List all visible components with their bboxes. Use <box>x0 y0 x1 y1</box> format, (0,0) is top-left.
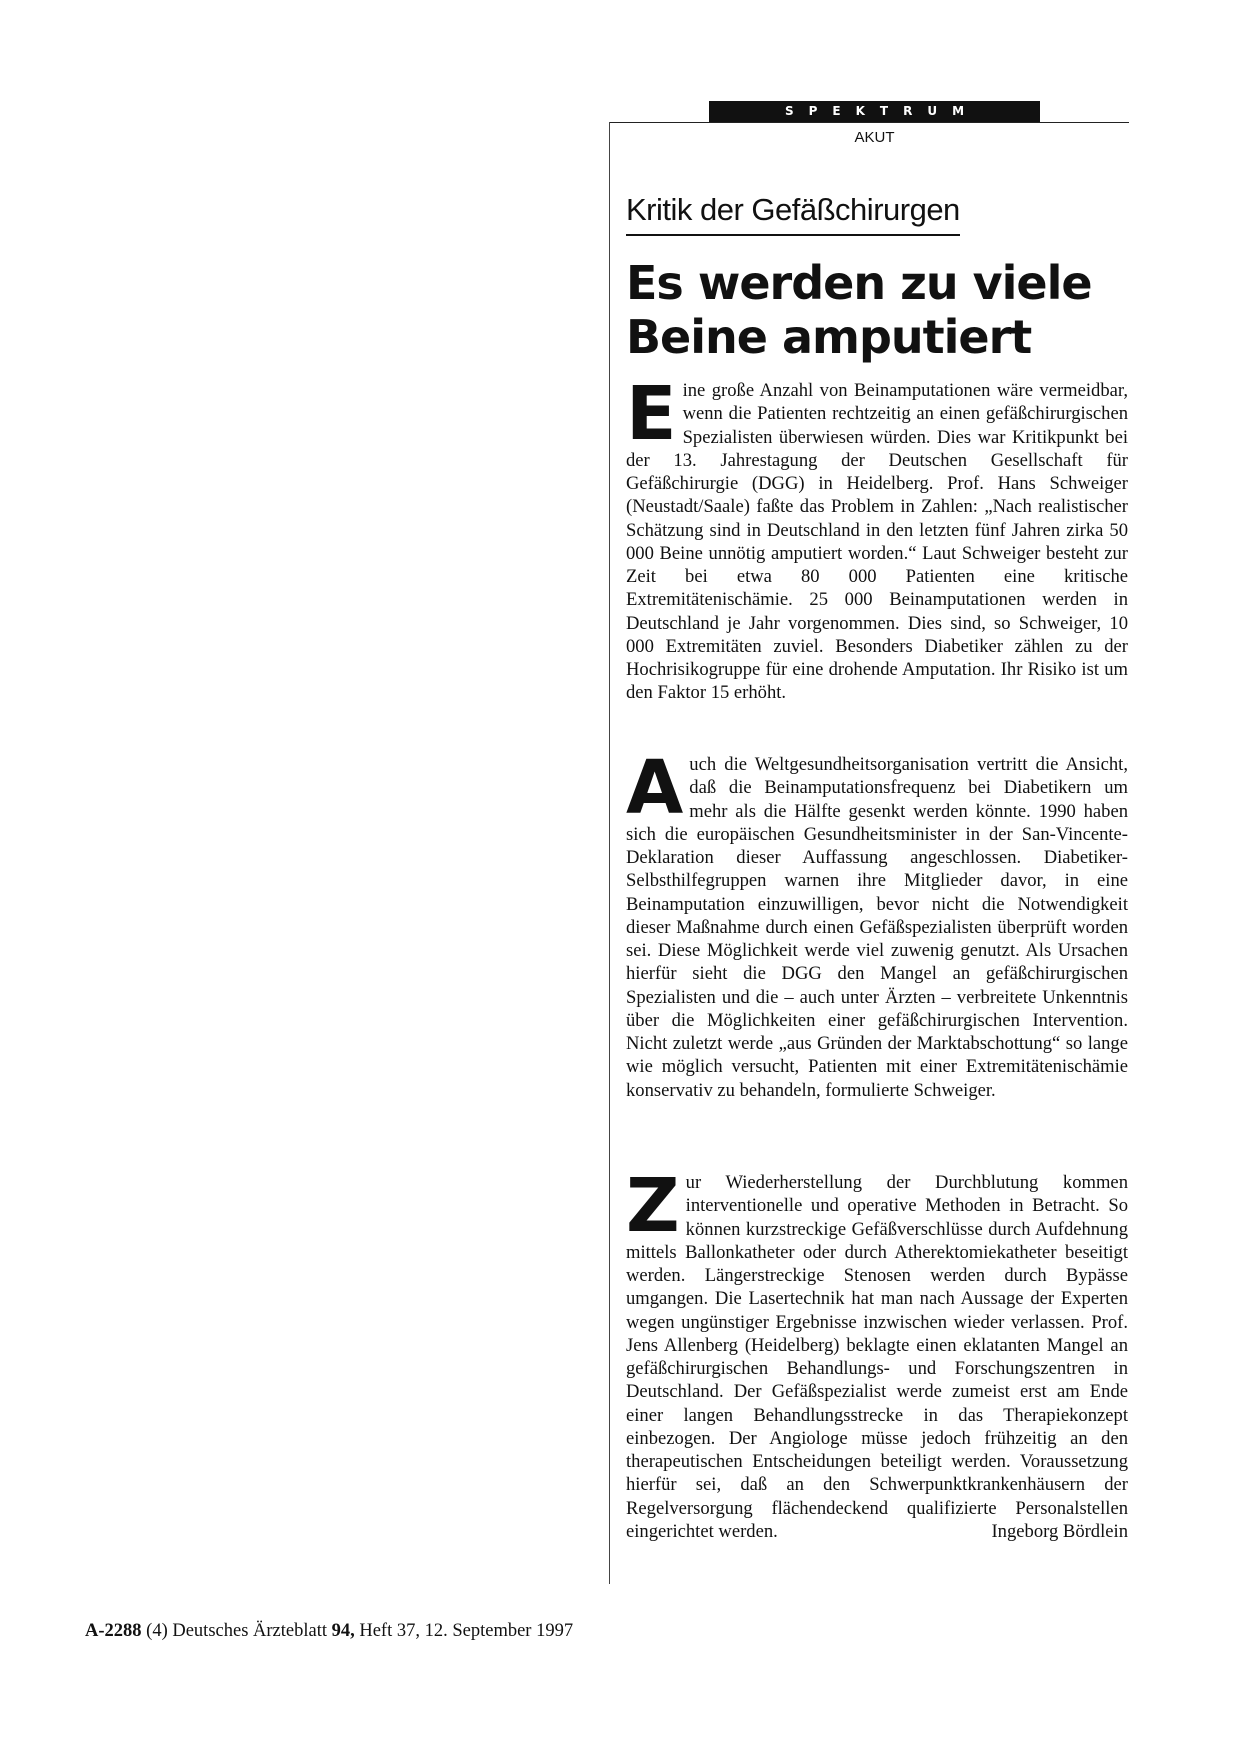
drop-cap: A <box>626 745 684 831</box>
paragraph-text: ur Wiederherstellung der Durchblutung kommen interventionelle und operative Methoden in Betracht. So können kurzstreckige Gefäßverschlüsse durch Aufdehnung mittels Ballonkatheter oder durch Atherektomiekatheter beseitigt werden. Längerstreckige Stenosen werden durch Bypässe umgangen. Die Lasertechnik hat man nach Aussage der Experten wegen ungünstiger Ergebnisse inzwischen wieder verlassen. Prof. Jens Allenberg (Heidelberg) beklagte einen eklatanten Mangel an gefäßchirurgischen Behandlungs- und Forschungszentren in Deutschland. Der Gefäßspezialist werde zumeist erst am Ende einer langen Behandlungsstrecke in das Therapiekonzept einbezogen. Der Angiologe müsse jedoch frühzeitig an den therapeutischen Entscheidungen beteiligt werden. Voraussetzung hierfür sei, daß an den Schwerpunktkrankenhäusern der Regelversorgung flächendeckend qualifizierte Personalstellen eingerichtet werden. <box>626 1172 1128 1542</box>
subsection-label: AKUT <box>854 129 895 146</box>
paragraph-text: ine große Anzahl von Beinamputationen wäre vermeidbar, wenn die Patienten rechtzeitig an einen gefäßchirurgischen Spezialisten überwiesen würden. Dies war Kritikpunkt bei der 13. Jahrestagung der Deutschen Gesellschaft für Gefäßchirurgie (DGG) in Heidelberg. Prof. Hans Schweiger (Neustadt/Saale) faßte das Problem in Zahlen: „Nach realistischer Schätzung sind in Deutschland in den letzten fünf Jahren zirka 50 000 Beine unnötig amputiert worden.“ Laut Schweiger besteht zur Zeit bei etwa 80 000 Patienten eine kritische Extremitätenischämie. 25 000 Beinamputationen werden in Deutschland je Jahr vorgenommen. Dies sind, so Schweiger, 10 000 Extremitäten zuviel. Besonders Diabetiker zählen zu der Hochrisikogruppe für eine drohende Amputation. Ihr Risiko ist um den Faktor 15 erhöht. <box>626 380 1128 704</box>
article-kicker: Kritik der Gefäßchirurgen <box>626 192 960 236</box>
author-byline: Ingeborg Bördlein <box>991 1520 1128 1542</box>
paragraph-text: uch die Weltgesundheitsorganisation vertritt die Ansicht, daß die Beinamputationsfrequenz bei Diabetikern um mehr als die Hälfte gesenkt werden könnte. 1990 haben sich die europäischen Gesundheitsminister in der San-Vincente-Deklaration dieser Auffassung angeschlossen. Diabetiker-Selbsthilfegruppen warnen ihre Mitglieder davor, in eine Beinamputation einzuwilligen, bevor nicht die Notwendigkeit dieser Maßnahme durch einen Gefäßspezialisten überprüft worden sei. Diese Möglichkeit werde viel zuwenig genutzt. Als Ursachen hierfür sieht die DGG den Mangel an gefäßchirurgischen Spezialisten und die – auch unter Ärzten – verbreitete Unkenntnis über die Möglichkeiten einer gefäßchirurgischen Intervention. Nicht zuletzt werde „aus Gründen der Marktabschottung“ so lange wie möglich versucht, Patienten mit einer Extremitätenischämie konservativ zu behandeln, formulierte Schweiger. <box>626 754 1128 1101</box>
issue-date: Heft 37, 12. September 1997 <box>359 1621 574 1641</box>
article-headline <box>626 256 1128 364</box>
drop-cap: Z <box>626 1163 680 1249</box>
journal-name: Deutsches Ärzteblatt <box>172 1621 327 1641</box>
body-paragraph-2 <box>626 745 1128 1102</box>
headline-line-1: Es werden zu viele <box>626 256 1092 310</box>
column-rule <box>609 122 610 1584</box>
page-number: A-2288 <box>85 1621 142 1641</box>
body-paragraph-3 <box>626 1163 1128 1543</box>
top-rule <box>609 122 1129 123</box>
page-footer <box>85 1621 573 1642</box>
body-paragraph-1 <box>626 371 1128 705</box>
issue-ref: (4) <box>146 1621 168 1641</box>
section-rubric-bar: SPEKTRUM <box>709 101 1040 122</box>
headline-line-2: Beine amputiert <box>626 310 1032 364</box>
volume-number: 94, <box>331 1621 355 1641</box>
drop-cap: E <box>626 371 677 457</box>
